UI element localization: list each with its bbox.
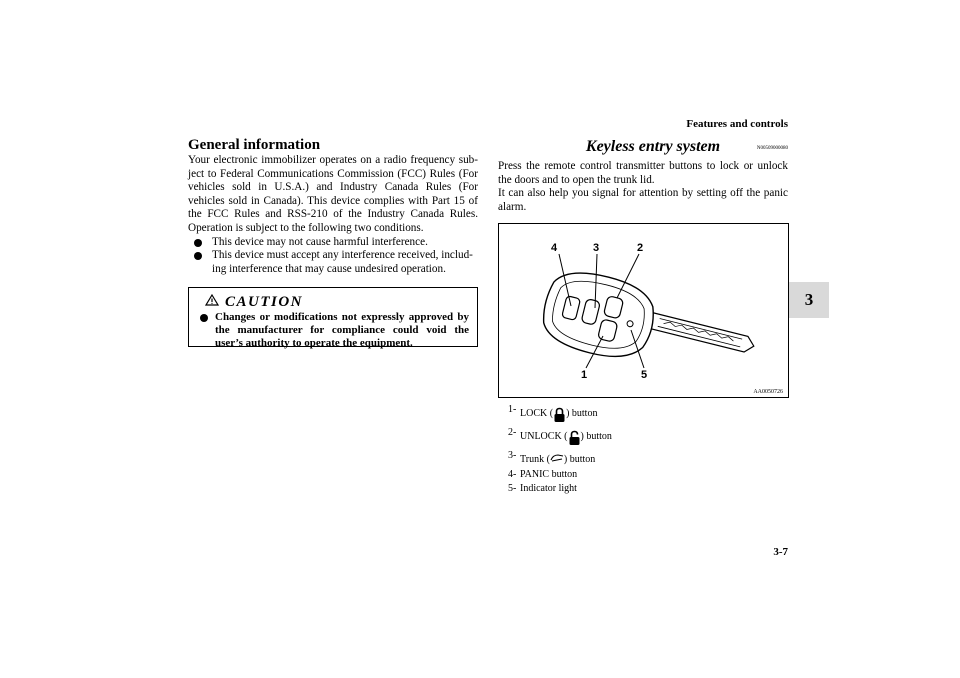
section-body: Press the remote control transmitter buttons to lock or unlock the doors and to open the trunk lid. bbox=[498, 160, 788, 186]
legend-label-suffix: ) button bbox=[580, 431, 612, 442]
running-header: Features and controls bbox=[686, 118, 788, 130]
legend-item-unlock bbox=[508, 427, 708, 451]
unlock-icon bbox=[568, 430, 581, 451]
legend-label: LOCK ( bbox=[520, 408, 554, 419]
section-body-2: It can also help you signal for attention by setting off the panic alarm. bbox=[498, 187, 788, 213]
section-body: Your electronic immobilizer operates on a radio frequency sub-ject to Federal Communications Commission (FCC) Rules (For vehicles sold in U.S.A.) and Industry Canada Rules (For vehicles sold in Canada). This device complies with Part 15 of the FCC Rules and RSS-210 of the Industry Canada Rules. Operation is subject to the following two conditions. bbox=[188, 154, 478, 234]
legend-number: 5- bbox=[508, 483, 517, 494]
legend-label: UNLOCK ( bbox=[520, 431, 568, 442]
chapter-tab: 3 bbox=[789, 282, 829, 318]
section-title: General information bbox=[188, 137, 321, 153]
legend-item-lock bbox=[508, 404, 708, 428]
section-title: Keyless entry system bbox=[585, 138, 721, 155]
caution-title: CAUTION bbox=[225, 293, 304, 310]
general-information-section bbox=[188, 136, 478, 350]
trunk-icon bbox=[550, 453, 564, 468]
list-item: This device must accept any interference received, includ-ing interference that may cause undesired operation. bbox=[188, 249, 478, 276]
reference-code: N00509000080 bbox=[756, 146, 788, 151]
legend-label: PANIC button bbox=[520, 469, 578, 480]
legend-item-indicator bbox=[508, 482, 708, 496]
legend-label: Trunk ( bbox=[520, 454, 550, 465]
key-fob-figure bbox=[498, 223, 789, 398]
warning-triangle-icon bbox=[205, 293, 219, 311]
legend-label-suffix: ) button bbox=[563, 454, 596, 465]
legend-number: 1- bbox=[508, 404, 517, 415]
callout-4: 4 bbox=[551, 242, 558, 254]
fob-body bbox=[536, 264, 661, 366]
list-item: This device may not cause harmful interference. bbox=[188, 236, 478, 250]
lock-icon bbox=[553, 407, 566, 428]
callout-3: 3 bbox=[593, 242, 600, 254]
page-number: 3-7 bbox=[773, 546, 788, 558]
legend-item-panic bbox=[508, 468, 708, 482]
legend-item-trunk bbox=[508, 450, 708, 468]
button-legend bbox=[508, 404, 708, 496]
caution-text: Changes or modifications not expressly approved by the manufacturer for compliance could void the user’s authority to operate the equipment. bbox=[197, 311, 469, 350]
callout-5: 5 bbox=[641, 369, 648, 381]
legend-label: Indicator light bbox=[520, 483, 577, 494]
legend-number: 2- bbox=[508, 427, 517, 438]
condition-list bbox=[188, 236, 478, 277]
key-fob-illustration bbox=[499, 224, 788, 397]
key-blade bbox=[645, 312, 756, 354]
figure-code: AA0050726 bbox=[753, 389, 783, 395]
caution-header bbox=[205, 293, 303, 311]
callout-1: 1 bbox=[581, 369, 588, 381]
legend-number: 4- bbox=[508, 469, 517, 480]
legend-label-suffix: ) button bbox=[566, 408, 598, 419]
keyless-entry-section bbox=[498, 136, 788, 214]
caution-box bbox=[188, 287, 478, 350]
callout-2: 2 bbox=[637, 242, 644, 254]
legend-number: 3- bbox=[508, 450, 517, 461]
